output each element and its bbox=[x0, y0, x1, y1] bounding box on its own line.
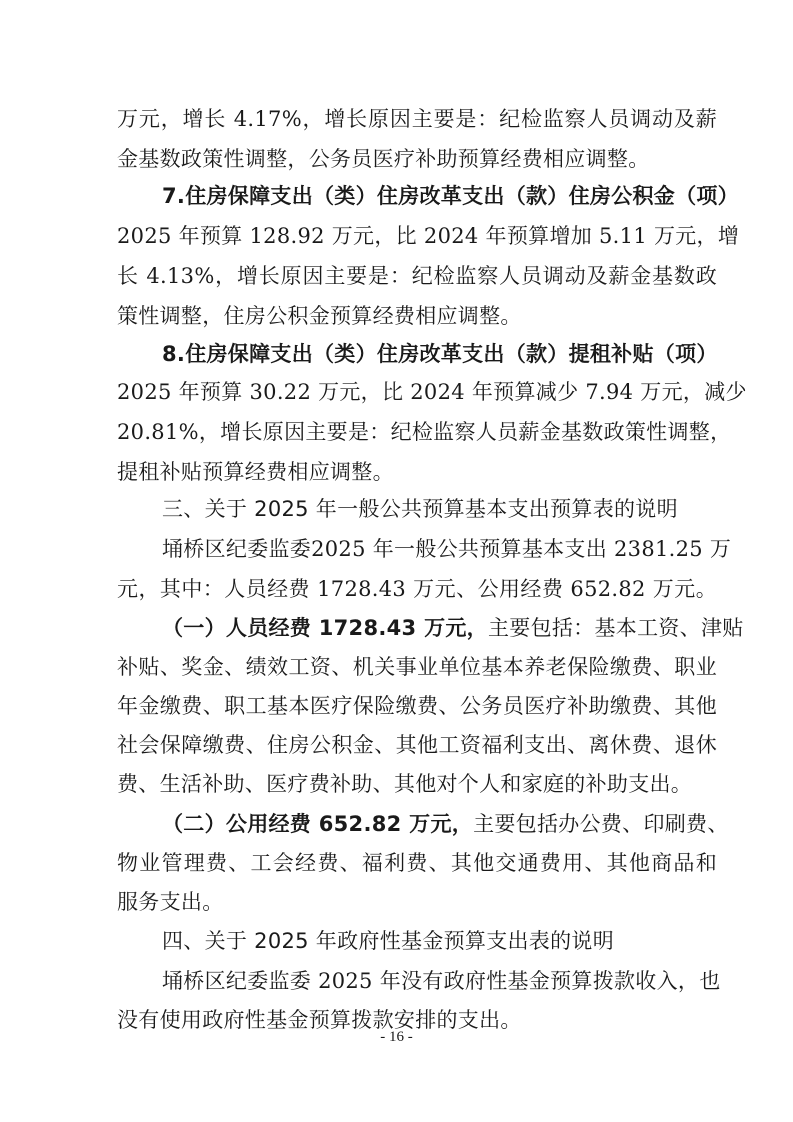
subsection-heading-8: 8.住房保障支出（类）住房改革支出（款）提租补贴（项） bbox=[162, 342, 718, 366]
body-text-line: 补贴、奖金、绩效工资、机关事业单位基本养老保险缴费、职业 bbox=[117, 655, 717, 679]
body-text-line: 没有使用政府性基金预算拨款安排的支出。 bbox=[117, 1008, 522, 1032]
public-expenses-text: 主要包括办公费、印刷费、 bbox=[473, 812, 729, 836]
body-text-line: 服务支出。 bbox=[117, 890, 224, 914]
body-text-line: 社会保障缴费、住房公积金、其他工资福利支出、离休费、退休 bbox=[117, 733, 717, 757]
paragraph-public-expenses bbox=[162, 804, 729, 844]
body-text-line: 埇桥区纪委监委 2025 年没有政府性基金预算拨款收入，也 bbox=[162, 969, 721, 993]
paragraph-personnel-expenses bbox=[162, 608, 744, 648]
body-text-line: 费、生活补助、医疗费补助、其他对个人和家庭的补助支出。 bbox=[117, 772, 693, 796]
body-text-line: 物业管理费、工会经费、福利费、其他交通费用、其他商品和 bbox=[117, 851, 717, 875]
body-text-line: 埇桥区纪委监委2025 年一般公共预算基本支出 2381.25 万 bbox=[162, 537, 732, 561]
body-text-line: 2025 年预算 128.92 万元，比 2024 年预算增加 5.11 万元，增 bbox=[117, 224, 740, 248]
body-text-line: 提租补贴预算经费相应调整。 bbox=[117, 460, 394, 484]
body-text-line: 20.81%，增长原因主要是：纪检监察人员薪金基数政策性调整， bbox=[117, 420, 732, 444]
personnel-expenses-text: 主要包括：基本工资、津贴 bbox=[487, 616, 744, 640]
body-text-line: 元，其中：人员经费 1728.43 万元、公用经费 652.82 万元。 bbox=[117, 577, 717, 601]
personnel-expenses-label: （一）人员经费 1728.43 万元， bbox=[162, 616, 488, 640]
body-text-line: 万元，增长 4.17%，增长原因主要是：纪检监察人员调动及薪 bbox=[117, 107, 717, 131]
public-expenses-label: （二）公用经费 652.82 万元， bbox=[162, 812, 474, 836]
section-heading-4: 四、关于 2025 年政府性基金预算支出表的说明 bbox=[162, 929, 614, 953]
body-text-line: 金基数政策性调整，公务员医疗补助预算经费相应调整。 bbox=[117, 147, 650, 171]
body-text-line: 策性调整，住房公积金预算经费相应调整。 bbox=[117, 304, 522, 328]
section-heading-3: 三、关于 2025 年一般公共预算基本支出预算表的说明 bbox=[162, 497, 678, 521]
body-text-line: 2025 年预算 30.22 万元，比 2024 年预算减少 7.94 万元，减少 bbox=[117, 380, 747, 404]
page-number: - 16 - bbox=[380, 1029, 413, 1045]
subsection-heading-7: 7.住房保障支出（类）住房改革支出（款）住房公积金（项） bbox=[162, 184, 739, 208]
body-text-line: 年金缴费、职工基本医疗保险缴费、公务员医疗补助缴费、其他 bbox=[117, 694, 717, 718]
body-text-line: 长 4.13%，增长原因主要是：纪检监察人员调动及薪金基数政 bbox=[117, 264, 717, 288]
